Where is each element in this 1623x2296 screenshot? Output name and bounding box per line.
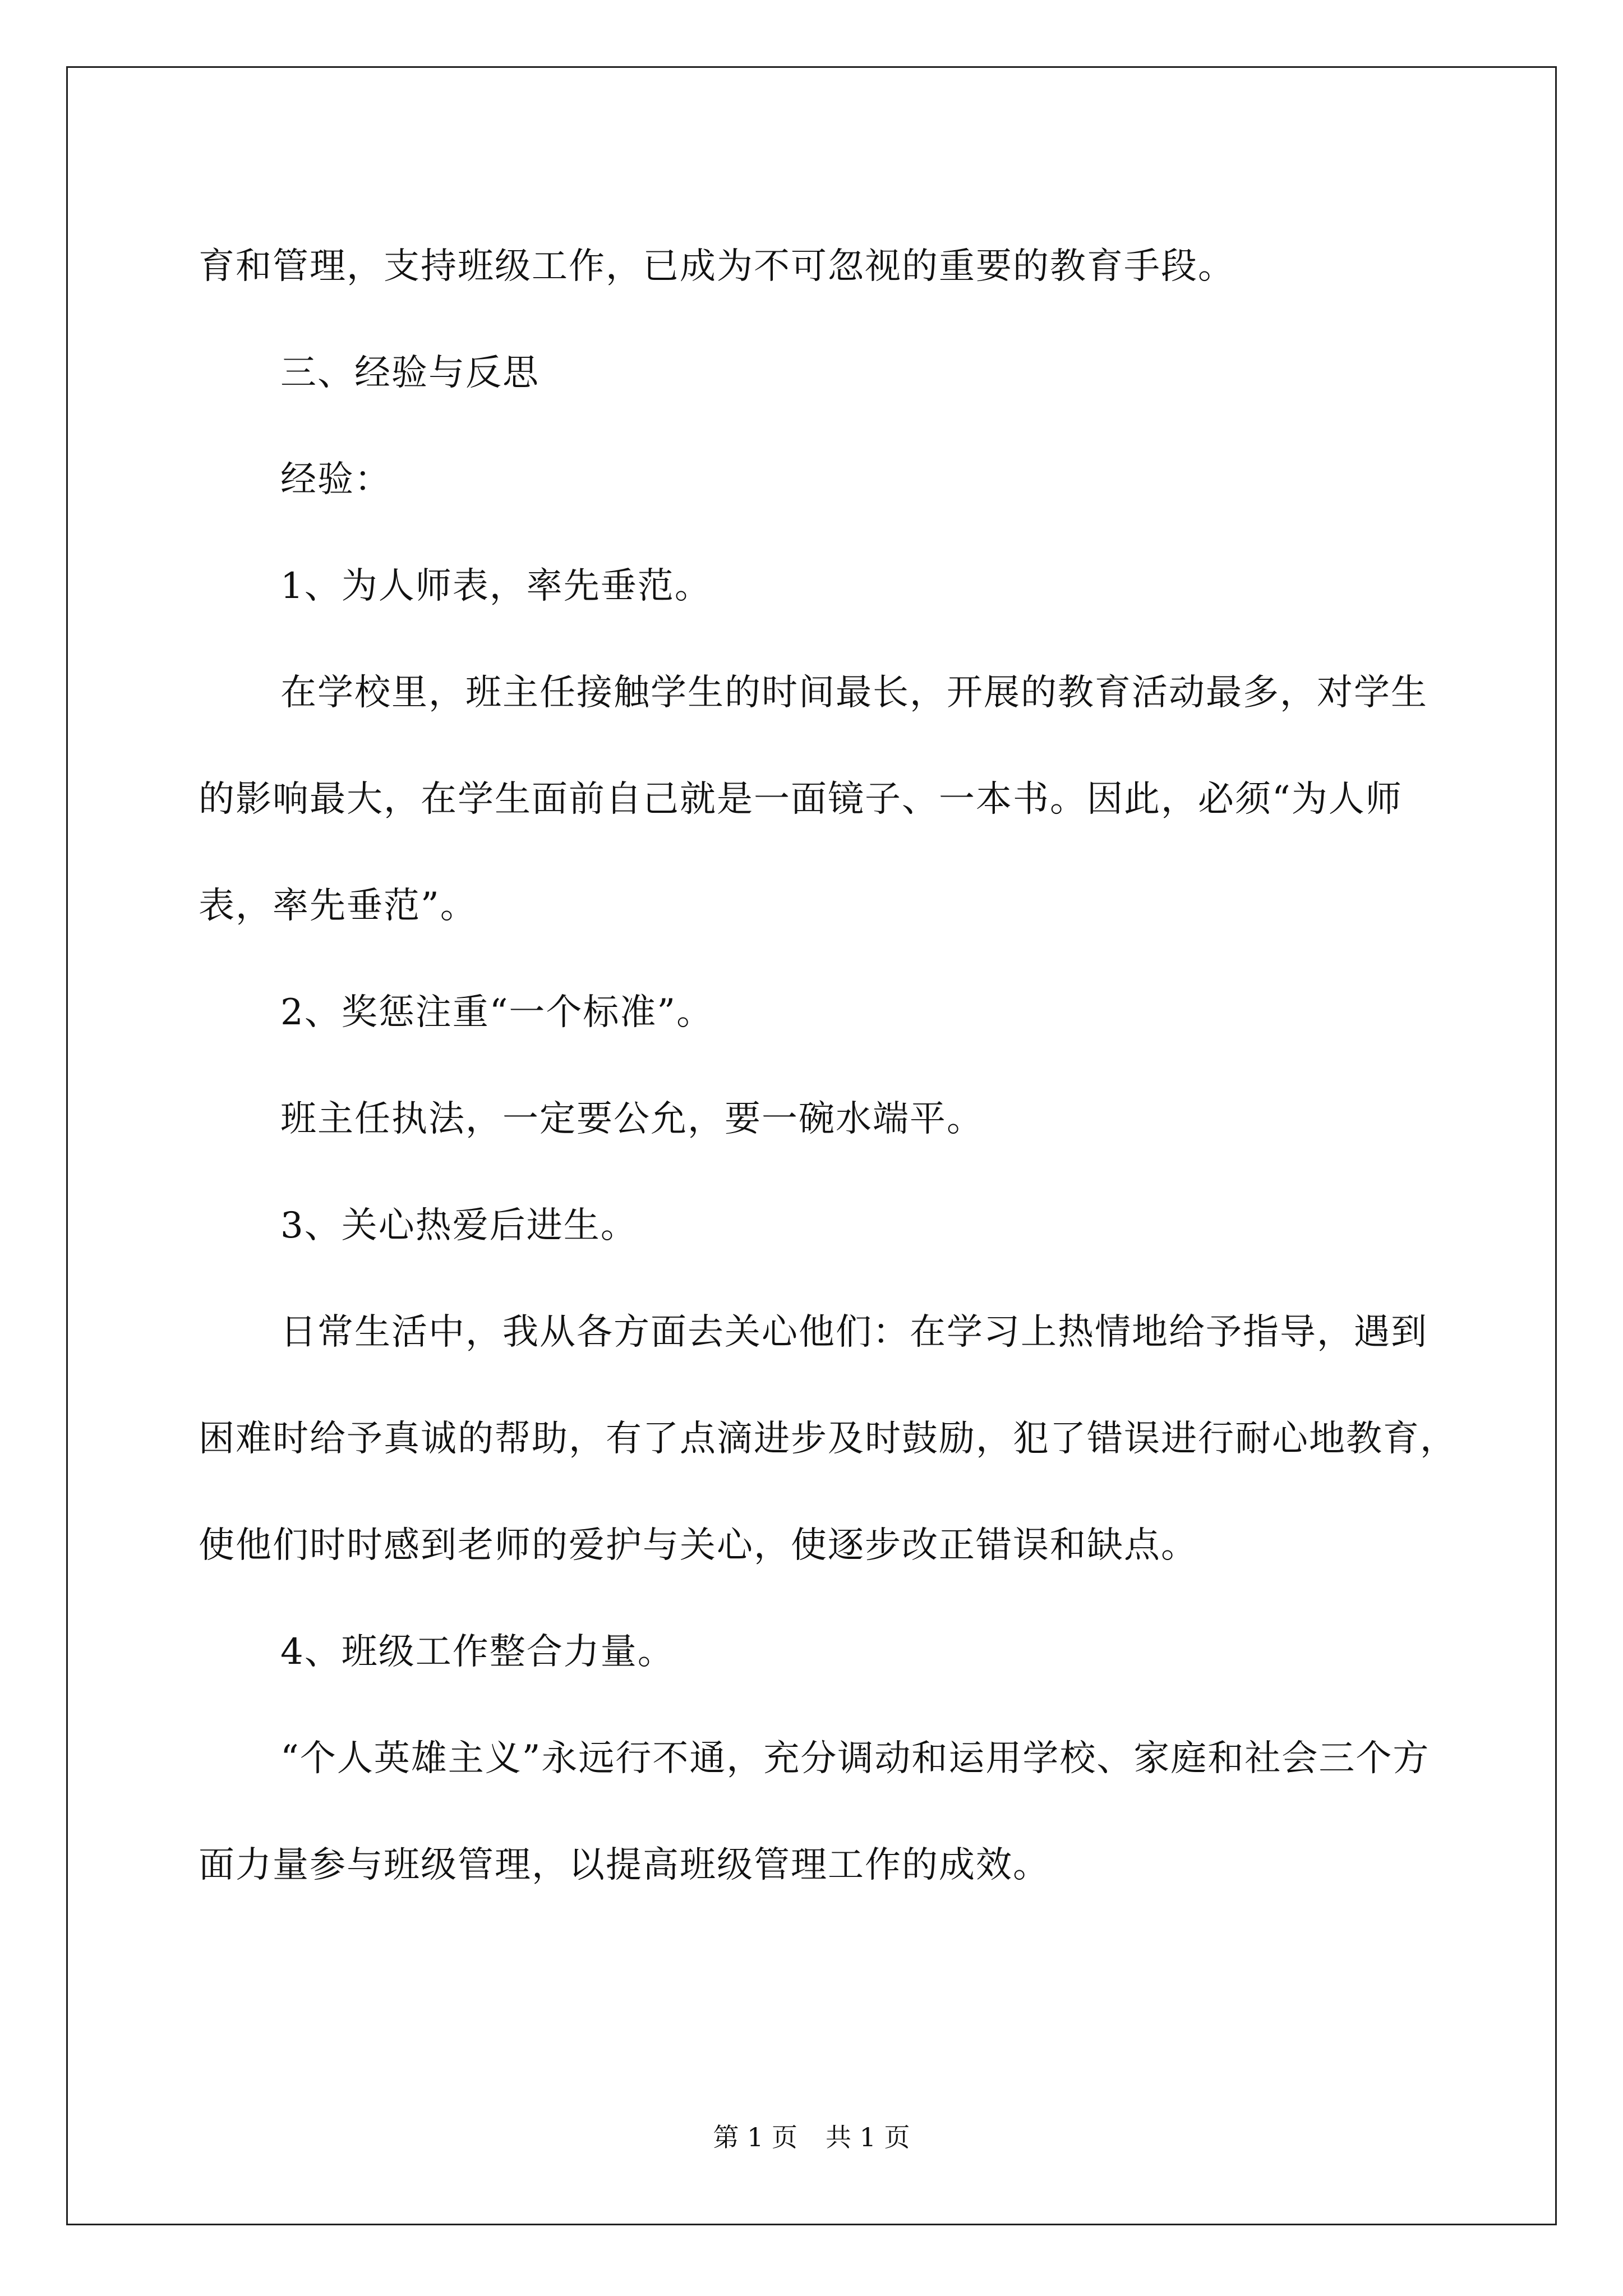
paragraph-continuation: 育和管理，支持班级工作，已成为不可忽视的重要的教育手段。 bbox=[199, 246, 1235, 287]
subsection-heading: 经验： bbox=[280, 459, 391, 500]
list-item-heading: 1、为人师表，率先垂范。 bbox=[280, 565, 712, 607]
list-item-heading: 4、班级工作整合力量。 bbox=[280, 1631, 675, 1673]
section-heading: 三、经验与反思 bbox=[280, 352, 540, 394]
list-item-heading: 2、奖惩注重“一个标准”。 bbox=[280, 992, 714, 1033]
page-number: 第 1 页 bbox=[713, 2122, 797, 2152]
list-item-heading: 3、关心热爱后进生。 bbox=[280, 1205, 638, 1246]
page-footer bbox=[0, 2120, 1623, 2154]
paragraph: 日常生活中，我从各方面去关心他们：在学习上热情地给予指导，遇到困难时给予真诚的帮助，有了点滴进步及时鼓励，犯了错误进行耐心地教育，使他们时时感到老师的爱护与关心，使逐步改正错误和缺点。 bbox=[199, 1312, 1457, 1566]
paragraph: 班主任执法，一定要公允，要一碗水端平。 bbox=[280, 1098, 984, 1140]
document-body bbox=[199, 213, 1460, 1918]
page-total: 共 1 页 bbox=[826, 2122, 910, 2152]
paragraph: 在学校里，班主任接触学生的时间最长，开展的教育活动最多，对学生的影响最大，在学生面前自己就是一面镜子、一本书。因此，必须“为人师表，率先垂范”。 bbox=[199, 672, 1428, 927]
paragraph: “个人英雄主义”永远行不通，充分调动和运用学校、家庭和社会三个方面力量参与班级管理，以提高班级管理工作的成效。 bbox=[199, 1738, 1430, 1886]
